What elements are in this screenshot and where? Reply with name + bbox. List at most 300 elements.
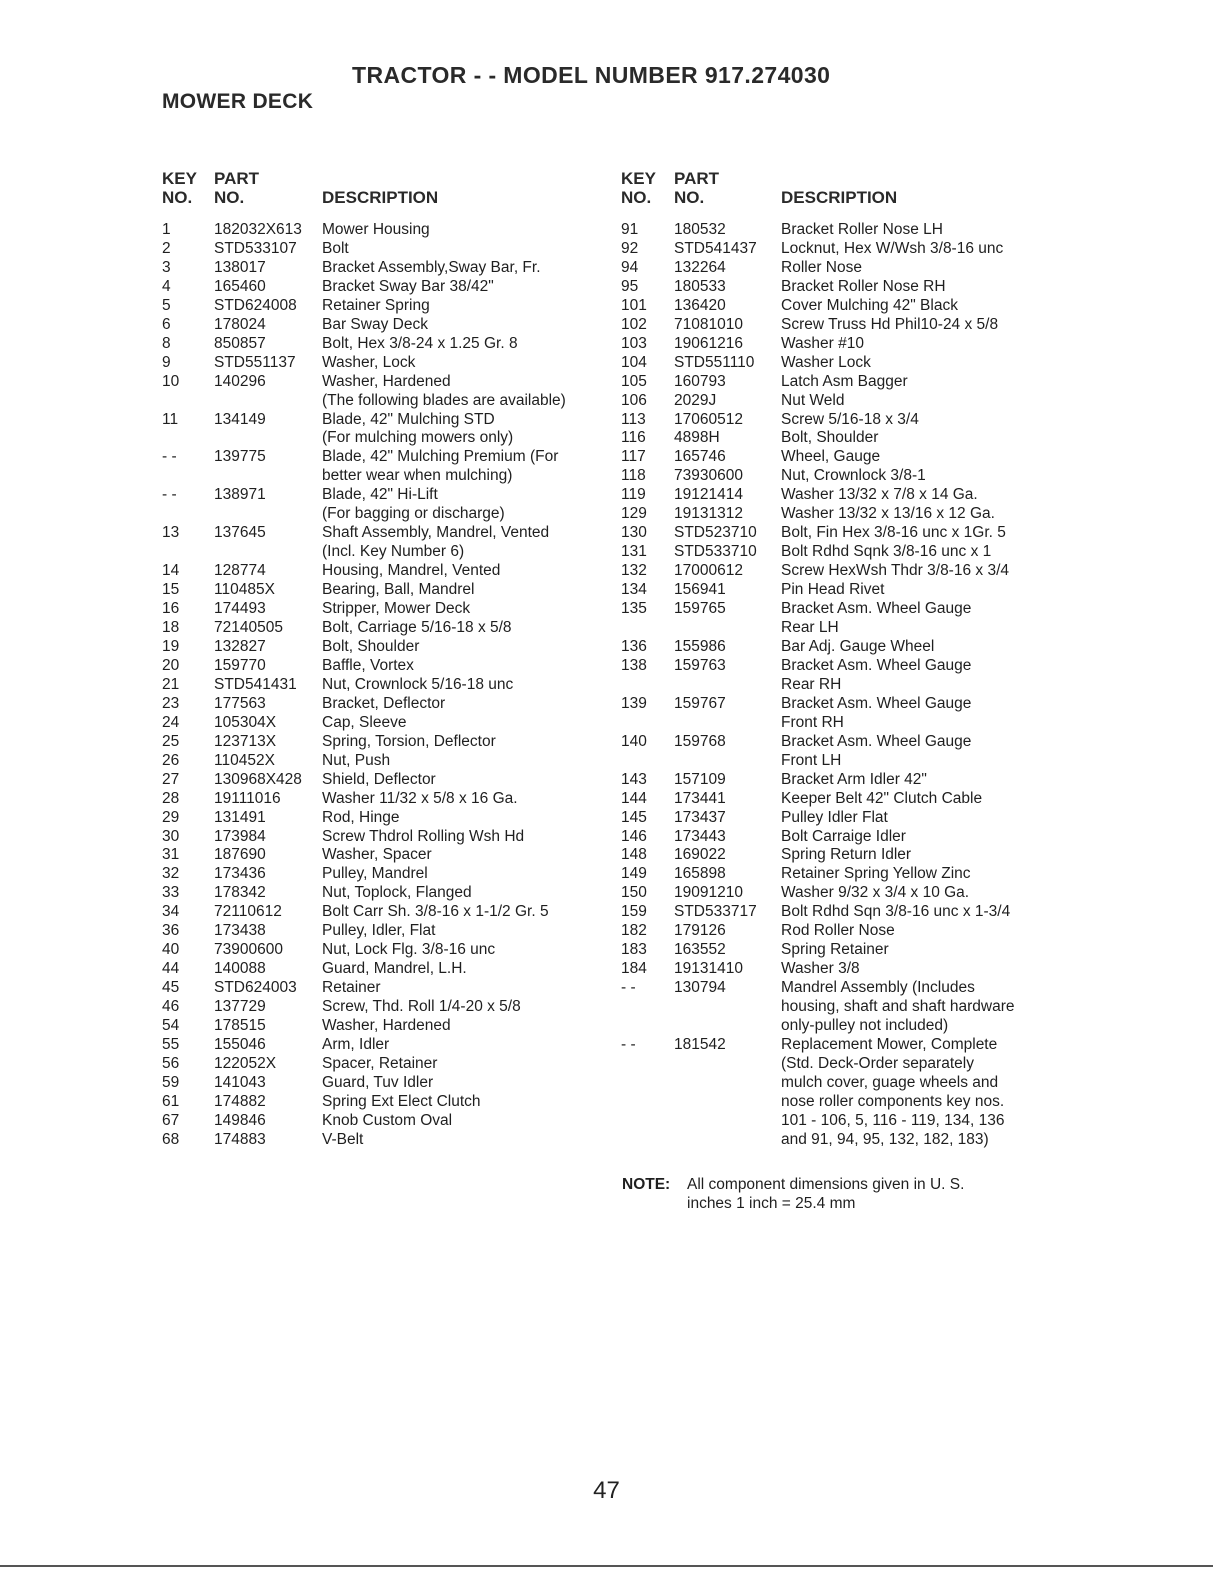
key-number: 44: [162, 960, 180, 978]
key-number: 106: [621, 391, 647, 409]
key-number: 8: [162, 334, 171, 352]
table-row: [621, 1055, 1061, 1074]
part-number: 139775: [214, 448, 266, 466]
part-description: nose roller components key nos.: [781, 1092, 1005, 1110]
table-row: [162, 1112, 612, 1131]
key-number: 2: [162, 239, 171, 257]
part-description: Retainer Spring Yellow Zinc: [781, 865, 971, 883]
part-number: 165460: [214, 277, 266, 295]
key-number: [621, 1055, 674, 1074]
part-number: 128774: [214, 562, 266, 580]
table-row: [621, 979, 1061, 998]
key-number: 146: [621, 827, 647, 845]
part-description: Washer 13/32 x 13/16 x 12 Ga.: [781, 505, 995, 523]
table-row: [621, 1074, 1061, 1093]
key-number: 13: [162, 524, 180, 542]
part-number: 181542: [674, 1035, 726, 1053]
part-number: 122052X: [214, 1054, 277, 1072]
part-number: 19131312: [674, 505, 743, 523]
key-number: 30: [162, 827, 180, 845]
parts-table-left: [162, 169, 612, 1150]
table-row: [621, 411, 1061, 430]
key-number: 46: [162, 998, 180, 1016]
table-row: [162, 846, 612, 865]
part-description: V-Belt: [322, 1130, 364, 1148]
part-number: 165746: [674, 448, 726, 466]
key-number: 148: [621, 846, 647, 864]
key-number: 31: [162, 846, 180, 864]
part-number: 169022: [674, 846, 726, 864]
part-number: [674, 1131, 781, 1150]
part-number: 137645: [214, 524, 266, 542]
part-description: Bolt, Fin Hex 3/8-16 unc x 1Gr. 5: [781, 524, 1006, 542]
part-number: 19111016: [214, 789, 281, 807]
part-number: 71081010: [674, 315, 743, 333]
part-description: Spring Ext Elect Clutch: [322, 1092, 481, 1110]
key-no-header: KEY NO.: [621, 169, 656, 207]
key-number: 36: [162, 922, 180, 940]
part-number: [674, 1074, 781, 1093]
key-number: 67: [162, 1111, 180, 1129]
table-row: [162, 354, 612, 373]
part-number: 110485X: [214, 581, 275, 599]
key-number: 16: [162, 600, 180, 618]
part-number: [214, 505, 322, 524]
part-description: Latch Asm Bagger: [781, 372, 908, 390]
part-description: Washer #10: [781, 334, 864, 352]
part-description: Shaft Assembly, Mandrel, Vented: [322, 524, 550, 542]
table-row: [621, 657, 1061, 676]
part-description: only-pulley not included): [781, 1017, 949, 1035]
table-row: [621, 695, 1061, 714]
table-row: [621, 1036, 1061, 1055]
table-row: [621, 752, 1061, 771]
page-number: 47: [593, 1477, 620, 1504]
part-number: 72140505: [214, 619, 283, 637]
key-number: 184: [621, 960, 647, 978]
key-number: 159: [621, 903, 647, 921]
key-number: 9: [162, 353, 171, 371]
table-row: [162, 467, 612, 486]
part-description: Knob Custom Oval: [322, 1111, 453, 1129]
key-number: 117: [621, 448, 646, 466]
part-description: housing, shaft and shaft hardware: [781, 998, 1015, 1016]
part-number: 180533: [674, 277, 726, 295]
part-description: Blade, 42" Mulching STD: [322, 410, 495, 428]
key-number: - -: [162, 448, 177, 466]
key-number: 14: [162, 562, 180, 580]
part-number: 174882: [214, 1092, 266, 1110]
key-number: 145: [621, 808, 647, 826]
table-row: [162, 448, 612, 467]
table-row: [621, 676, 1061, 695]
part-description: Nut, Toplock, Flanged: [322, 884, 472, 902]
table-row: [621, 941, 1061, 960]
part-number: STD624008: [214, 296, 297, 314]
part-description: Screw Truss Hd Phil10-24 x 5/8: [781, 315, 999, 333]
table-row: [162, 638, 612, 657]
key-number: 55: [162, 1035, 180, 1053]
table-row: [162, 903, 612, 922]
part-description: Rod, Hinge: [322, 808, 400, 826]
key-no-header: KEY NO.: [162, 169, 197, 207]
part-description: (For bagging or discharge): [322, 505, 505, 523]
table-header: [621, 169, 1061, 207]
key-number: - -: [621, 979, 636, 997]
part-description: Bracket Asm. Wheel Gauge: [781, 732, 972, 750]
part-description: Washer 3/8: [781, 960, 860, 978]
part-description: Pulley Idler Flat: [781, 808, 888, 826]
part-number: STD523710: [674, 524, 757, 542]
part-number: 105304X: [214, 713, 277, 731]
table-row: [621, 524, 1061, 543]
table-row: [162, 1055, 612, 1074]
key-number: 95: [621, 277, 639, 295]
table-row: [162, 1074, 612, 1093]
key-number: 116: [621, 429, 646, 447]
table-row: [621, 543, 1061, 562]
key-number: 29: [162, 808, 180, 826]
part-number: STD551137: [214, 353, 296, 371]
table-row: [621, 562, 1061, 581]
part-number: [674, 1017, 781, 1036]
table-row: [621, 354, 1061, 373]
part-number: 174493: [214, 600, 266, 618]
part-number: [674, 676, 781, 695]
key-number: 10: [162, 372, 180, 390]
table-row: [162, 411, 612, 430]
part-number: 72110612: [214, 903, 282, 921]
part-description: Pulley, Idler, Flat: [322, 922, 436, 940]
table-row: [162, 998, 612, 1017]
part-description: Washer 9/32 x 3/4 x 10 Ga.: [781, 884, 970, 902]
part-number: 134149: [214, 410, 266, 428]
part-description: Wheel, Gauge: [781, 448, 881, 466]
key-number: 33: [162, 884, 180, 902]
key-number: 91: [621, 221, 639, 238]
part-description: Arm, Idler: [322, 1035, 390, 1053]
part-number: [674, 619, 781, 638]
table-row: [162, 316, 612, 335]
part-description: Bar Adj. Gauge Wheel: [781, 637, 935, 655]
table-row: [162, 619, 612, 638]
key-number: 182: [621, 922, 647, 940]
table-row: [162, 695, 612, 714]
note: [622, 1175, 1042, 1213]
table-row: [162, 392, 612, 411]
part-description: Bracket, Deflector: [322, 694, 446, 712]
part-description: Screw Thdrol Rolling Wsh Hd: [322, 827, 525, 845]
table-row: [621, 998, 1061, 1017]
key-number: [621, 1017, 674, 1036]
part-number: 17000612: [674, 562, 743, 580]
key-number: 135: [621, 600, 647, 618]
key-number: 32: [162, 865, 180, 883]
key-number: 134: [621, 581, 647, 599]
table-row: [162, 922, 612, 941]
key-number: 23: [162, 694, 180, 712]
part-number: 159763: [674, 656, 726, 674]
part-number: 137729: [214, 998, 266, 1016]
part-description: Blade, 42" Mulching Premium (For: [322, 448, 559, 466]
part-description: Spring, Torsion, Deflector: [322, 732, 496, 750]
part-number: 123713X: [214, 732, 277, 750]
part-description: Washer, Spacer: [322, 846, 432, 864]
part-description: Nut, Lock Flg. 3/8-16 unc: [322, 941, 496, 959]
key-number: 61: [162, 1092, 180, 1110]
part-number: 173437: [674, 808, 726, 826]
part-description: Nut Weld: [781, 391, 845, 409]
table-row: [621, 1112, 1061, 1131]
part-number: 180532: [674, 221, 726, 238]
table-row: [621, 486, 1061, 505]
table-row: [162, 259, 612, 278]
part-description: Mandrel Assembly (Includes: [781, 979, 975, 997]
part-number: [674, 1112, 781, 1131]
table-row: [162, 297, 612, 316]
part-number: 165898: [674, 865, 726, 883]
table-row: [621, 335, 1061, 354]
part-description: Bracket Roller Nose LH: [781, 221, 943, 238]
part-number: 73930600: [674, 467, 743, 485]
key-number: 94: [621, 258, 639, 276]
part-description: Spring Return Idler: [781, 846, 912, 864]
table-row: [162, 486, 612, 505]
part-number: STD541437: [674, 239, 757, 257]
part-number: 130968X428: [214, 770, 302, 788]
table-row: [162, 278, 612, 297]
part-description: Bolt Carr Sh. 3/8-16 x 1-1/2 Gr. 5: [322, 903, 549, 921]
part-number: 141043: [214, 1073, 266, 1091]
part-description: Cap, Sleeve: [322, 713, 407, 731]
part-number: 156941: [674, 581, 726, 599]
bottom-rule: [0, 1565, 1213, 1567]
table-row: [621, 297, 1061, 316]
table-row: [162, 657, 612, 676]
part-no-header: PART NO.: [214, 169, 260, 207]
key-number: 15: [162, 581, 180, 599]
part-number: 174883: [214, 1130, 266, 1148]
key-number: 6: [162, 315, 171, 333]
part-number: 140296: [214, 372, 266, 390]
part-number: STD551110: [674, 353, 755, 371]
part-description: Bolt Carraige Idler: [781, 827, 906, 845]
part-number: 130794: [674, 979, 726, 997]
part-number: 140088: [214, 960, 266, 978]
part-number: 173436: [214, 865, 266, 883]
part-number: STD533107: [214, 239, 297, 257]
table-row: [162, 543, 612, 562]
part-number: 159770: [214, 656, 266, 674]
part-no-header: PART NO.: [674, 169, 720, 207]
key-number: [162, 505, 214, 524]
table-row: [621, 960, 1061, 979]
key-number: 20: [162, 656, 180, 674]
part-description: (The following blades are available): [322, 391, 566, 409]
table-row: [621, 771, 1061, 790]
key-number: - -: [162, 486, 177, 504]
part-description: Screw, Thd. Roll 1/4-20 x 5/8: [322, 998, 521, 1016]
part-number: 4898H: [674, 429, 720, 447]
table-row: [162, 941, 612, 960]
part-description: (For mulching mowers only): [322, 429, 514, 447]
part-description: Locknut, Hex W/Wsh 3/8-16 unc: [781, 239, 1004, 257]
section-title: MOWER DECK: [162, 90, 314, 113]
key-number: [162, 543, 214, 562]
key-number: 105: [621, 372, 647, 390]
table-row: [162, 335, 612, 354]
part-description: Baffle, Vortex: [322, 656, 414, 674]
key-number: 11: [162, 410, 179, 428]
part-number: 131491: [214, 808, 266, 826]
key-number: 103: [621, 334, 647, 352]
key-number: 140: [621, 732, 647, 750]
part-description: Washer, Hardened: [322, 372, 451, 390]
part-number: 173984: [214, 827, 266, 845]
part-description: Bracket Assembly,Sway Bar, Fr.: [322, 258, 541, 276]
part-number: 159768: [674, 732, 726, 750]
part-number: 2029J: [674, 391, 717, 409]
page-title: TRACTOR - - MODEL NUMBER 917.274030: [352, 62, 831, 88]
part-description: Nut, Crownlock 3/8-1: [781, 467, 926, 485]
table-row: [621, 809, 1061, 828]
table-row: [621, 884, 1061, 903]
key-number: 104: [621, 353, 647, 371]
table-row: [621, 638, 1061, 657]
key-number: 59: [162, 1073, 180, 1091]
part-description: Pin Head Rivet: [781, 581, 885, 599]
part-description: Bolt: [322, 239, 349, 257]
key-number: 119: [621, 486, 646, 504]
part-number: [674, 998, 781, 1017]
table-row: [162, 1131, 612, 1150]
key-number: [621, 714, 674, 733]
key-number: [162, 467, 214, 486]
part-number: 19121414: [674, 486, 743, 504]
table-row: [621, 373, 1061, 392]
key-number: 34: [162, 903, 180, 921]
part-description: Blade, 42" Hi-Lift: [322, 486, 438, 504]
table-row: [162, 373, 612, 392]
part-description: Front LH: [781, 751, 842, 769]
table-row: [162, 752, 612, 771]
key-number: 139: [621, 694, 647, 712]
parts-list-left: [162, 221, 612, 1150]
key-number: 130: [621, 524, 647, 542]
key-number: [621, 619, 674, 638]
table-row: [162, 429, 612, 448]
part-number: STD624003: [214, 979, 297, 997]
table-row: [162, 562, 612, 581]
part-description: Washer Lock: [781, 353, 871, 371]
part-number: STD541431: [214, 675, 297, 693]
part-description: Bolt Rdhd Sqn 3/8-16 unc x 1-3/4: [781, 903, 1011, 921]
key-number: 19: [162, 637, 180, 655]
part-number: 17060512: [674, 410, 743, 428]
part-number: 157109: [674, 770, 726, 788]
part-number: 138017: [214, 258, 266, 276]
part-description: Rear LH: [781, 619, 839, 637]
table-row: [162, 884, 612, 903]
table-row: [162, 1036, 612, 1055]
part-description: Washer 11/32 x 5/8 x 16 Ga.: [322, 789, 518, 807]
key-number: 3: [162, 258, 171, 276]
table-row: [621, 1093, 1061, 1112]
part-description: Cover Mulching 42" Black: [781, 296, 958, 314]
part-number: 155986: [674, 637, 726, 655]
part-description: Bolt Rdhd Sqnk 3/8-16 unc x 1: [781, 543, 992, 561]
table-row: [621, 922, 1061, 941]
table-row: [162, 524, 612, 543]
table-row: [621, 828, 1061, 847]
table-row: [162, 505, 612, 524]
part-description: Front RH: [781, 713, 844, 731]
key-number: [621, 1074, 674, 1093]
key-number: - -: [621, 1035, 636, 1053]
part-description: Screw HexWsh Thdr 3/8-16 x 3/4: [781, 562, 1009, 580]
part-number: 159765: [674, 600, 726, 618]
key-number: [621, 1131, 674, 1150]
part-number: 160793: [674, 372, 726, 390]
part-number: 179126: [674, 922, 726, 940]
description-header: DESCRIPTION: [322, 188, 439, 207]
part-number: [214, 543, 322, 562]
key-number: 143: [621, 770, 647, 788]
part-description: Nut, Push: [322, 751, 391, 769]
key-number: 5: [162, 296, 171, 314]
key-number: 24: [162, 713, 180, 731]
key-number: 113: [621, 410, 646, 428]
table-row: [162, 960, 612, 979]
key-number: 40: [162, 941, 180, 959]
key-number: 45: [162, 979, 180, 997]
part-number: 132264: [674, 258, 726, 276]
key-number: 150: [621, 884, 647, 902]
part-number: 132827: [214, 637, 266, 655]
part-description: Guard, Tuv Idler: [322, 1073, 434, 1091]
table-row: [162, 771, 612, 790]
key-number: 4: [162, 277, 171, 295]
table-row: [621, 790, 1061, 809]
part-description: Bracket Sway Bar 38/42": [322, 277, 494, 295]
table-row: [621, 600, 1061, 619]
key-number: 138: [621, 656, 647, 674]
table-row: [621, 429, 1061, 448]
part-number: 163552: [674, 941, 726, 959]
part-number: [214, 467, 322, 486]
table-row: [621, 619, 1061, 638]
key-number: [621, 1112, 674, 1131]
part-number: 19131410: [674, 960, 743, 978]
key-number: 26: [162, 751, 180, 769]
parts-table-right: [621, 169, 1061, 1150]
part-description: Washer, Lock: [322, 353, 416, 371]
key-number: 28: [162, 789, 180, 807]
key-number: [162, 392, 214, 411]
part-number: 110452X: [214, 751, 275, 769]
part-number: 177563: [214, 694, 266, 712]
table-row: [621, 392, 1061, 411]
table-row: [162, 240, 612, 259]
key-number: 102: [621, 315, 647, 333]
table-row: [162, 809, 612, 828]
key-number: 183: [621, 941, 647, 959]
key-number: 144: [621, 789, 647, 807]
table-row: [621, 865, 1061, 884]
table-row: [162, 600, 612, 619]
key-number: 132: [621, 562, 647, 580]
table-row: [162, 790, 612, 809]
